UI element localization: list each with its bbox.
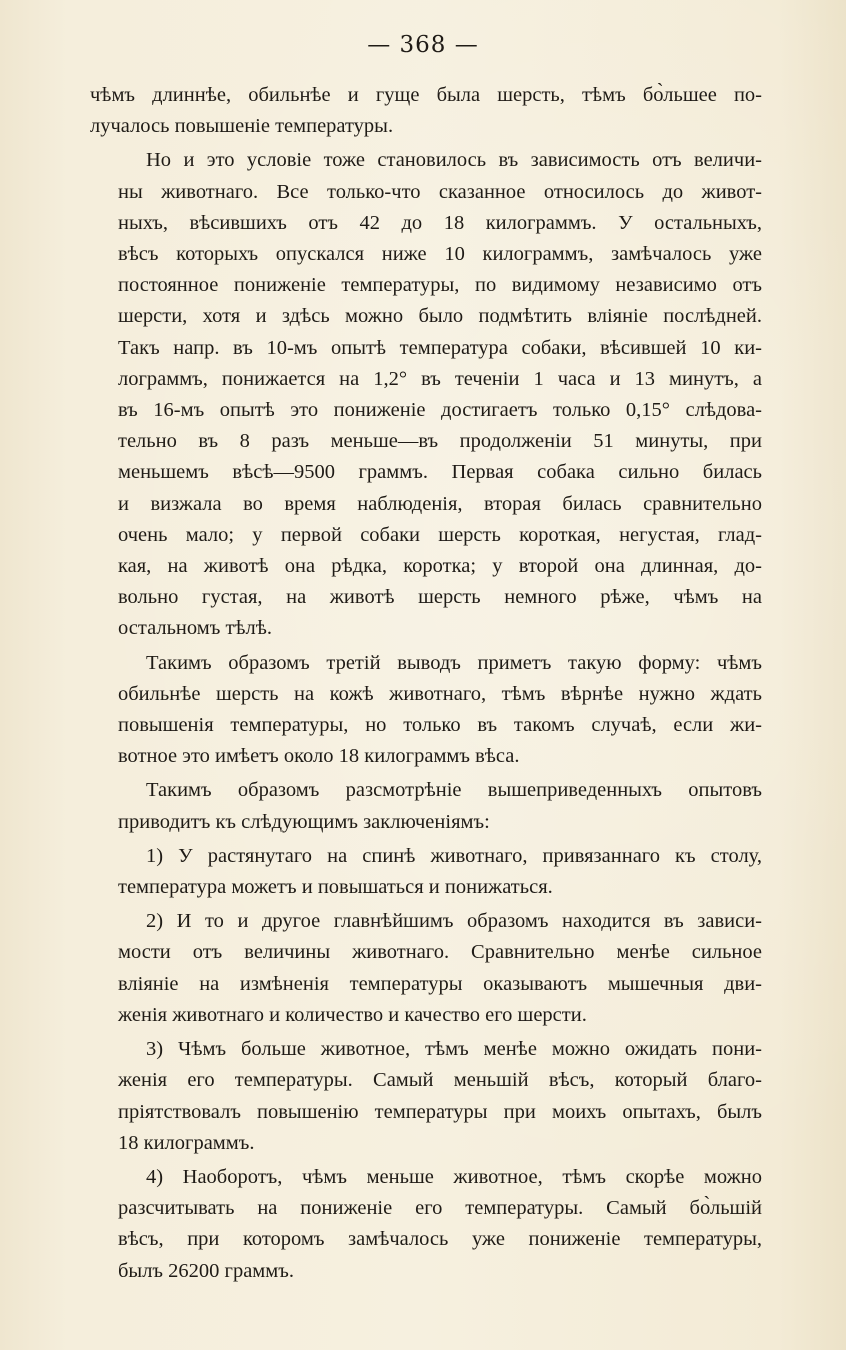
text-line: разсчитывать на пониженіе его температуры. Самый бо̀льшій: [118, 1197, 762, 1220]
text-line: лучалось повышеніе температуры.: [90, 115, 394, 138]
paragraph: [90, 1162, 762, 1287]
text-line: былъ 26200 граммъ.: [118, 1259, 294, 1282]
text-line: чѣмъ длиннѣе, обильнѣе и гуще была шерсть, тѣмъ бо̀льшее по-: [90, 84, 762, 106]
paragraph: [90, 80, 762, 142]
text-line: въ 16-мъ опытѣ это пониженіе достигаетъ только 0,15° слѣдова-: [118, 399, 762, 422]
text-line: тельно въ 8 разъ меньше—въ продолженіи 51 минуты, при: [118, 430, 762, 453]
text-line: вольно густая, на животѣ шерсть немного рѣже, чѣмъ на: [118, 586, 762, 609]
text-line: женія животнаго и количество и качество его шерсти.: [118, 1003, 587, 1026]
text-line: лограммъ, понижается на 1,2° въ теченіи 1 часа и 13 минутъ, а: [118, 367, 762, 390]
text-line: пріятствовалъ повышенію температуры при моихъ опытахъ, былъ: [118, 1100, 762, 1123]
text-line: ныхъ, вѣсившихъ отъ 42 до 18 килограммъ. У остальныхъ,: [118, 211, 762, 234]
text-line: вліяніе на измѣненія температуры оказываютъ мышечныя дви-: [118, 972, 762, 995]
paragraph: [90, 775, 762, 837]
text-line: меньшемъ вѣсѣ—9500 граммъ. Первая собака сильно билась: [118, 461, 762, 484]
paragraph: [90, 841, 762, 903]
paragraph: [90, 648, 762, 773]
text-line: вѣсъ, при которомъ замѣчалось уже пониженіе температуры,: [118, 1228, 762, 1251]
text-line: 4) Наоборотъ, чѣмъ меньше животное, тѣмъ скорѣе можно: [146, 1165, 762, 1188]
text-line: и визжала во время наблюденія, вторая билась сравнительно: [118, 492, 762, 515]
text-line: ны животнаго. Все только-что сказанное относилось до живот-: [118, 180, 762, 203]
text-line: обильнѣе шерсть на кожѣ животнаго, тѣмъ вѣрнѣе нужно ждать: [118, 682, 762, 705]
text-line: вотное это имѣетъ около 18 килограммъ вѣса.: [118, 745, 520, 768]
paragraph: [90, 145, 762, 644]
text-line: вѣсъ которыхъ опускался ниже 10 килограммъ, замѣчалось уже: [118, 243, 762, 266]
text-line: постоянное пониженіе температуры, по видимому независимо отъ: [118, 274, 762, 297]
text-line: Такимъ образомъ третій выводъ приметъ такую форму: чѣмъ: [146, 651, 762, 674]
text-line: женія его температуры. Самый меньшій вѣсъ, который благо-: [118, 1069, 762, 1092]
paragraph: [90, 906, 762, 1031]
text-line: остальномъ тѣлѣ.: [118, 617, 273, 640]
text-line: 2) И то и другое главнѣйшимъ образомъ находится въ зависи-: [146, 910, 762, 933]
text-line: температура можетъ и повышаться и понижаться.: [118, 876, 553, 899]
text-line: кая, на животѣ она рѣдка, коротка; у второй она длинная, до-: [118, 555, 762, 578]
text-line: Но и это условіе тоже становилось въ зависимость отъ величи-: [146, 149, 762, 172]
text-line: 18 килограммъ.: [118, 1131, 255, 1154]
text-line: мости отъ величины животнаго. Сравнительно менѣе сильное: [118, 941, 762, 964]
text-line: Такимъ образомъ разсмотрѣніе вышеприведенныхъ опытовъ: [146, 779, 762, 802]
text-line: 3) Чѣмъ больше животное, тѣмъ менѣе можно ожидать пони-: [146, 1038, 762, 1061]
text-line: приводитъ къ слѣдующимъ заключеніямъ:: [118, 810, 490, 833]
text-line: 1) У растянутаго на спинѣ животнаго, привязаннаго къ столу,: [146, 844, 762, 867]
text-line: повышенія температуры, но только въ такомъ случаѣ, если жи-: [118, 714, 762, 737]
paragraph: [90, 1034, 762, 1159]
text-line: Такъ напр. въ 10-мъ опытѣ температура собаки, вѣсившей 10 ки-: [118, 336, 762, 359]
body-text: [90, 80, 762, 1290]
text-line: очень мало; у первой собаки шерсть короткая, негустая, глад-: [118, 523, 762, 546]
page-number: — 368 —: [367, 32, 479, 58]
text-line: шерсти, хотя и здѣсь можно было подмѣтить вліяніе послѣдней.: [118, 305, 762, 328]
